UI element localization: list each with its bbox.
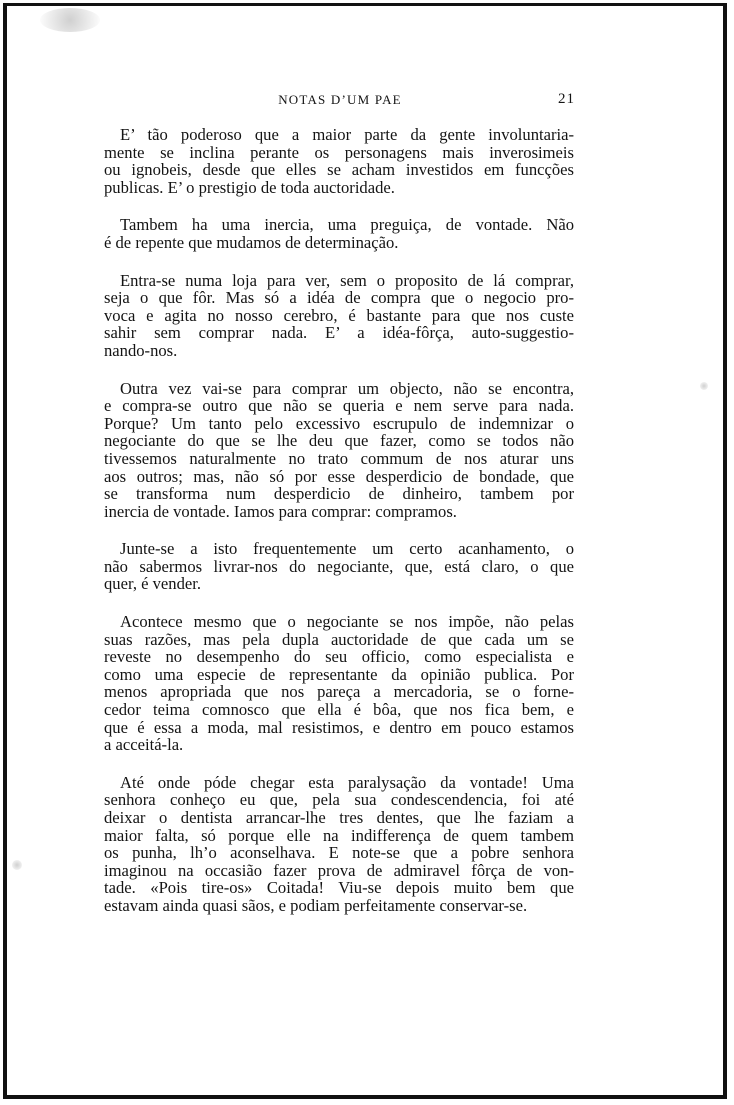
text-line: ou ignobeis, desde que elles se acham investidos em funcções	[104, 160, 574, 180]
text-line: Junte-se a isto frequentemente um certo acanhamento, o	[120, 539, 574, 559]
text-line: seja o que fôr. Mas só a idéa de compra que o negocio pro-	[104, 288, 574, 308]
text-line: voca e agita no nosso cerebro, é bastante para que nos custe	[104, 305, 574, 325]
text-line: E’ tão poderoso que a maior parte da gente involuntaria-	[120, 125, 574, 144]
text-line: que é essa a moda, mal resistimos, e dentro em pouco estamos	[104, 717, 574, 737]
text-line: menos apropriada que nos pareça a mercadoria, se o forne-	[104, 682, 574, 702]
text-line: Porque? Um tanto pelo excessivo escrupulo de indemnizar o	[104, 413, 574, 433]
running-header	[105, 92, 575, 112]
scan-smudge	[12, 860, 22, 870]
text-line: Tambem ha uma inercia, uma preguiça, de vontade. Não	[120, 215, 574, 235]
text-line: Outra vez vai-se para comprar um objecto, não se encontra,	[120, 378, 574, 398]
text-line: quer, é vender.	[104, 574, 202, 594]
text-line: publicas. E’ o prestigio de toda auctoridade.	[104, 177, 395, 197]
text-line: Acontece mesmo que o negociante se nos impõe, não pelas	[120, 612, 574, 632]
text-line: deixar o dentista arrancar-lhe tres dentes, que lhe faziam a	[104, 808, 574, 827]
text-line: aos outros; mas, não só por esse desperdicio de bondade, que	[104, 466, 574, 486]
text-line: mente se inclina perante os personagens mais inverosimeis	[104, 142, 574, 162]
paragraph	[104, 380, 574, 521]
paragraph	[104, 613, 574, 754]
text-line: Até onde póde chegar esta paralysação da vontade! Uma	[120, 772, 574, 792]
paragraph	[104, 216, 574, 251]
text-line: sahir sem comprar nada. E’ a idéa-fôrça, auto-suggestio-	[104, 323, 574, 343]
paragraph	[104, 540, 574, 593]
text-line: é de repente que mudamos de determinação.	[104, 232, 399, 252]
scan-smudge	[40, 8, 100, 32]
text-line: a acceitá-la.	[104, 735, 184, 755]
text-line: maior falta, só porque elle na indifferença de quem tambem	[104, 825, 574, 845]
text-line: os punha, lh’o aconselhava. E note-se que a pobre senhora	[104, 843, 574, 863]
text-line: nando-nos.	[104, 340, 178, 360]
text-line: cedor teima comnosco que ella é bôa, que nos fica bem, e	[104, 700, 574, 720]
text-line: Entra-se numa loja para ver, sem o proposito de lá comprar,	[120, 270, 574, 290]
text-line: inercia de vontade. Iamos para comprar: compramos.	[104, 501, 457, 521]
text-line: estavam ainda quasi sãos, e podiam perfeitamente conservar-se.	[104, 895, 528, 915]
page-number: 21	[558, 91, 575, 107]
text-line: suas razões, mas pela dupla auctoridade de que cada um se	[104, 629, 574, 649]
text-line: tade. «Pois tire-os» Coitada! Viu-se depois muito bem que	[104, 878, 574, 898]
text-line: negociante do que se lhe deu que fazer, como se todos não	[104, 431, 574, 451]
text-line: e compra-se outro que não se queria e nem serve para nada.	[104, 396, 574, 416]
paragraph	[104, 126, 574, 196]
paragraph	[104, 272, 574, 360]
text-line: como uma especie de representante da opinião publica. Por	[104, 664, 574, 684]
scan-smudge	[700, 382, 708, 390]
body-text	[104, 126, 574, 935]
text-line: não sabermos livrar-nos do negociante, que, está claro, o que	[104, 556, 574, 576]
running-title: NOTAS D’UM PAE	[278, 92, 402, 107]
paragraph	[104, 774, 574, 915]
text-line: reveste no desempenho do seu officio, como especialista e	[104, 647, 574, 667]
text-line: imaginou na occasião fazer prova de admiravel fôrça de von-	[104, 860, 574, 880]
text-line: senhora conheço eu que, pela sua condescendencia, foi até	[104, 790, 574, 810]
text-line: se transforma num desperdicio de dinheiro, tambem por	[104, 484, 574, 504]
text-line: tivessemos naturalmente no trato commum de nos aturar uns	[104, 448, 574, 468]
